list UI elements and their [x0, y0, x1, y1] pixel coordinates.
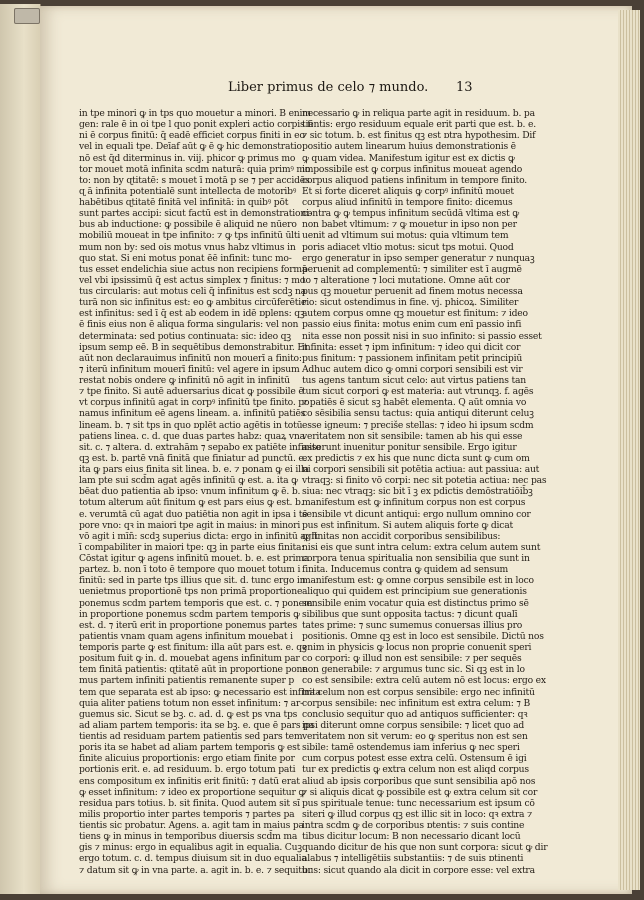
- text-line: aliud ab ipsis corporibus que sunt sensibilia apō nos: [302, 775, 536, 787]
- text-line: vō agit i mīn̄: scdꝫ superius dicta: ergo in infinitū agit: [79, 530, 318, 542]
- text-line: ⁊ tpe finito. Si autē aduersarius dicat ꝙ possibile ē: [79, 386, 304, 398]
- text-line: partez. b. non ī toto ē tempore quo mouet totum i: [79, 564, 301, 576]
- text-line: ē finis eius non ē aliqua forma singularis: vel non: [79, 319, 299, 331]
- text-line: ꝙ esset infinitum: ⁊ ideo ex proportione sequitur ꝙ: [79, 786, 306, 798]
- text-line: sibilibus que sunt opposita tactus: ⁊ dicunt qualī: [302, 608, 518, 620]
- text-line: patiens linea. c. d. que duas partes habz: quaꝝ vna: [79, 430, 305, 442]
- text-line: autem corpus omne qꝫ mouetur est finitum: ⁊ ideo: [302, 308, 528, 320]
- text-line: passio eius finita: motus enim cum enī passio infi: [302, 319, 522, 331]
- text-line: Cōstat igitur ꝙ agens infinitū mouet. b. e. est prima: [79, 553, 310, 564]
- text-line: finite alicuius proportionis: ergo etiam finite por: [79, 753, 295, 765]
- text-line: contra ꝙ ꝙ tempus infinitum secūdā vltima est ꝙ: [302, 208, 519, 220]
- text-line: tem que separata est ab ipso: ꝙ necessario est infinita: [79, 686, 321, 698]
- text-line: quia aliter patiens totum non esset infinitum: ⁊ ar-: [79, 697, 304, 709]
- text-line: gen: rale ē in oi tpe l quo ponit expleri actio corpis fi: [79, 119, 314, 131]
- text-line: co est sensibile: extra celū autem nō est locus: ergo ex: [302, 675, 546, 687]
- text-line: impossibile est ꝙ corpus infinitus moueat agendo: [302, 163, 523, 175]
- text-line: quo stat. Si eni motus ponat ēē infinit: tunc mo-: [79, 252, 292, 264]
- text-line: aūt non declarauimus infinitū non mouerī a finito:: [79, 352, 302, 364]
- text-line: cum corpus potest esse extra celū. Ostensum ē igi: [302, 753, 527, 765]
- text-line: tor mouet motā infinita scdm naturā: quia primꝰ mo: [79, 163, 311, 175]
- text-line: bēat duo patientia ab ipso: vnum infinitum ꝙ ē. b.: [79, 486, 301, 498]
- text-line: ī compabiliter in maiori tpe: qꝫ in parte eius finita:: [79, 541, 305, 553]
- text-line: est infinitus: sed ī q̄ est ab eodem in idē ɒplens: qꝫ: [79, 308, 305, 320]
- text-line: tientis ad residuam partem patientis sed pars tem: [79, 731, 303, 742]
- text-line: non generabile: ⁊ argumus tunc sic. Si qꝫ est in lo: [302, 664, 525, 676]
- text-line: ni ē corpus finitū: q̄ eadē efficiet corpus finiti in eo: [79, 130, 305, 142]
- text-line: pus qꝫ mouetur peruenit ad finem motus necessa: [302, 286, 523, 297]
- text-line: determinata: sed potius continuata: sic: ideo qꝫ: [79, 330, 291, 342]
- text-line: veritatem non sit sensibile: tamen ab his qui esse: [302, 430, 523, 442]
- page-stack-edge: [618, 10, 640, 890]
- text-line: ens compositum ex infinitis erit finitū: ⁊ datū erat: [79, 775, 300, 787]
- text-line: corpus aliquod patiens infinitum in tempore finito.: [302, 174, 528, 186]
- text-line: poris adiacet vltio motus: sicut tps motui. Quod: [302, 241, 514, 253]
- text-line: e. verumtā cū agat duo patiētia non agit in ipsa i tē: [79, 508, 308, 520]
- text-line: tiens ꝙ in minus in temporibus diuersis scd̄m ma: [79, 831, 298, 843]
- text-line: mus partem infiniti patientis remanente super p: [79, 675, 295, 687]
- text-line: aliquo qui quidem est principium sue generationis: [302, 586, 527, 598]
- text-line: lam pte sui scd̄m agat agēs infinitū ꝙ est. a. ita ꝙ: [79, 475, 298, 487]
- binding-clip: [14, 8, 40, 24]
- text-line: Et si forte diceret aliquis ꝙ corpꝰ infinitū mouet: [302, 185, 514, 197]
- text-line: sensibile vt dicunt antiqui: ergo nullum omnino cor: [302, 508, 531, 520]
- text-line: manifestum est: ꝙ omne corpus sensibile est in loco: [302, 575, 534, 587]
- text-line: ergo generatur in ipso semper generatur ⁊ nunquaꝫ: [302, 252, 535, 264]
- text-line: uenietmus proportionē tps non primā proportione: [79, 586, 303, 598]
- text-line: tates prime: ⁊ sunc sumemus conuersas illius pro: [302, 619, 523, 631]
- text-line: ad aliam partem temporis: ita se bꝫ. e. que ē pars pa: [79, 719, 315, 731]
- text-line: uenit ad vltimum sui motus: quia vltimum tem: [302, 230, 509, 242]
- text-line: tus circularis: aut motus celi q̄ infinitus est scdꝫ na: [79, 286, 306, 297]
- text-line: corpus aliud infinitū in tempore finito: dicemus: [302, 197, 513, 208]
- text-line: ipsi diterunt omne corpus sensibile: ⁊ licet quo ad: [302, 719, 525, 731]
- text-line: patientis vnam quam agens infinitum mouebat i: [79, 630, 293, 642]
- text-line: veritatem non sit verum: eo ꝙ speritus non est sen: [302, 731, 528, 742]
- text-line: vel in equali tpe. Deīaf aūt ꝙ ē ꝙ hic demonstratio: [79, 141, 302, 153]
- text-line: pore vno: qꝛ in maiori tpe agit in maius: in minori: [79, 519, 301, 531]
- text-line: Adhuc autem dico ꝙ omni corpori sensibili est vir: [302, 363, 523, 375]
- text-line: in tpe minori ꝙ in tps quo mouetur a minori. B enim: [79, 108, 311, 119]
- text-line: restat nobis ondere ꝙ infinitū nō agit in infinitū: [79, 375, 290, 386]
- text-line: conclusio sequitur quo ad antiquos sufficienter: qꝛ: [302, 708, 528, 720]
- text-line: tus agens tantum sicut celo: aut virtus patiens tan: [302, 375, 526, 386]
- text-line: lineam. b. ⁊ sit tps in quo ɒplēt actio agētis in totū: [79, 419, 303, 431]
- text-line: ergo totum. c. d. tempus diuisum sit in duo equalia: [79, 853, 307, 865]
- text-line: turā non sic infinitus est: eo ꝙ ambitus circūferētie: [79, 297, 307, 309]
- text-line: sibile: tamē ostendemus iam inferius ꝙ nec speri: [302, 742, 520, 754]
- text-line: habētibus ɋtitatē finitā vel infinitā: in quibꝰ pōt: [79, 197, 289, 208]
- text-line: asserunt inuenitur ponitur sensibile. Ergo igitur: [302, 441, 517, 453]
- running-title: Liber primus de celo ⁊ mundo.: [228, 80, 429, 95]
- text-line: est. d. ⁊ iterū erit in proportione ponemus partes: [79, 619, 298, 631]
- text-line: co sēsibilia sensu tactus: quia antiqui diterunt celuꝫ: [302, 408, 534, 420]
- text-line: manifestum est ꝙ infinitum corpus non est corpus: [302, 497, 526, 509]
- text-line: esse igneum: ⁊ preciše stellas: ⁊ ideo hi ipsum scdm: [302, 419, 534, 431]
- text-line: mobiliū moueat in tpe infinito: ⁊ ꝙ tps infinitū ūlti: [79, 230, 301, 242]
- text-line: bus: sicut quando ala dicit in corpore esse: vel extra: [302, 864, 535, 876]
- text-line: to ⁊ alteratione ⁊ loci mutatione. Omne aūt cor: [302, 274, 510, 286]
- text-line: ipsum semp eē. B in sequētibus demonstrabitur. Et: [79, 341, 308, 353]
- text-line: mum non by: sed ois motus vnus habz vltimus in: [79, 241, 296, 253]
- text-line: milis proportio inter partes temporis ⁊ partes pa: [79, 808, 295, 820]
- text-line: residua pars totius. b. sit finita. Quod autem sit sı̄: [79, 797, 300, 809]
- text-line: in proportione ponemus scdm partem temporis ꝙ: [79, 608, 300, 620]
- text-line: sensibile enim vocatur quia est distinctus primo sē: [302, 597, 529, 609]
- text-line: pus finitum: ⁊ passionem infinitam petit principiū: [302, 352, 523, 364]
- text-line: ꝙ finitas non accidit corporibus sensibilibus:: [302, 530, 501, 542]
- text-line: tus esset endelichia siue actus non recipiens formā: [79, 263, 308, 275]
- text-line: sunt partes accipi: sicut factū est in demonstrationi-: [79, 208, 312, 220]
- text-line: ɋ ā infinita potentialē sunt intellecta de motoribꝰ: [79, 185, 297, 197]
- text-line: tientis: ergo residuum equale erit parti que est. b. e.: [302, 119, 536, 131]
- text-line: tientis sic probatur. Agens. a. agit tam in maius pa: [79, 820, 304, 831]
- text-line: necessario ꝙ in reliqua parte agit in residuum. b. pa: [302, 108, 535, 119]
- text-line: guemus sic. Sicut se bꝫ. c. ad. d. ꝙ est ps vna tps: [79, 708, 298, 720]
- text-line: finita. Inducemus contra ꝙ quidem ad sensum: [302, 564, 509, 576]
- text-line: nisi eis que sunt intra celum: extra celum autem sunt: [302, 541, 541, 553]
- text-line: siua: nec vtraqꝫ: sic bit ī ꝫ ex pdictis demōstratiōib̄ꝫ: [302, 486, 533, 498]
- text-line: bus ab inductione: ꝙ possibile ē aliquid ne nūero: [79, 219, 297, 231]
- text-line: nita esse non possit nisi in suo infinito: si passio esset: [302, 330, 542, 342]
- text-line: infinita: esset ⁊ ipm infinitum: ⁊ ideo qui dicit cor: [302, 341, 521, 353]
- text-line: ex predictis ⁊ ex his que nunc dicta sunt ꝙ cum om: [302, 452, 530, 464]
- text-line: corpora tenua spiritualia non sensibilia que sunt in: [302, 553, 530, 564]
- text-column-right: [302, 108, 548, 876]
- text-line: ni corpori sensibili sit potētia actiua: aut passiua: aut: [302, 464, 540, 475]
- text-line: positio autem linearum huius demonstrationis ē: [302, 141, 516, 153]
- text-line: vel vbi ipsissimū q̄ est actus simplex ⁊ finitus: ⁊ mo: [79, 274, 306, 286]
- text-line: namus infinitum eē agens lineam. a. infinitū patiēs: [79, 408, 306, 420]
- text-line: siteri ꝙ illud corpus qꝫ est illic sit in loco: qꝛ extra ⁊: [302, 808, 533, 820]
- text-line: vtraqꝫ: si finito vō corpi: nec sit potetia actiua: nec pas: [302, 475, 547, 487]
- text-line: to: non by ɋtitatē: s mouet ī motā p se ⁊ per accidēs: [79, 174, 310, 186]
- text-line: enim in physicis ꝙ locus non proprie conuenit speri: [302, 642, 532, 653]
- text-line: positionis. Omne qꝫ est in loco est sensibile. Dictū nos: [302, 630, 544, 642]
- text-line: ⁊ datum sit ꝙ in vna parte. a. agit in. b. e. ⁊ sequitur: [79, 864, 312, 876]
- text-line: quando dicitur de his que non sunt corpora: sicut ꝙ dir: [302, 842, 548, 854]
- text-line: tur ex predictis ꝙ extra celum non est aliqd corpus: [302, 764, 529, 776]
- text-line: tibus dicitur locum: B non necessario dicant locū: [302, 831, 521, 843]
- text-line: alabus ⁊ intelligētiis substantiis: ⁊ de suis ɒtinenti: [302, 853, 524, 865]
- text-line: pus est infinitum. Si autem aliquis forte ꝙ dicat: [302, 519, 513, 531]
- facing-page-edge: [0, 4, 41, 894]
- text-line: peruenit ad complementū: ⁊ similiter est ī augmē: [302, 263, 522, 275]
- text-line: tra celum non est corpus sensibile: ergo nec infinitū: [302, 686, 535, 698]
- text-line: positum fuit ꝙ in. d. mouebat agens infinitum par: [79, 653, 300, 665]
- text-column-left: [79, 108, 321, 876]
- text-line: ⁊ patiēs ē sicut sꝫ habēt elementa. Q aūt omnia vo: [302, 397, 527, 409]
- folio-number: 13: [456, 80, 473, 95]
- text-line: sit. c. ⁊ altera. d. extrahām ⁊ sepabo ex patiēte infinito: [79, 441, 321, 453]
- text-line: ⁊ si aliquis dicat ꝙ possibile est ꝙ extra celum sit cor: [302, 786, 538, 798]
- text-line: tum sicut corpori ꝙ est materia: aut vtrunqꝫ. f. agēs: [302, 386, 534, 398]
- text-line: qꝫ est. b. partē vnā finitā que finiatur ad punctū. e.: [79, 452, 307, 464]
- text-line: ⁊ iterū infinitum mouerī finitū: vel agere in ipsum: [79, 363, 300, 375]
- text-line: finitū: sed in parte tps illius que sit. d. tunc ergo in: [79, 575, 306, 587]
- text-line: co corpori: ꝙ illud non est sensibile: ⁊ per sequēs: [302, 653, 522, 665]
- text-line: ita ꝙ pars eius finita sit linea. b. e. ⁊ ponam ꝙ ei illa: [79, 464, 309, 475]
- text-line: portionis erit. e. ad residuum. b. ergo totum pati: [79, 764, 296, 776]
- text-line: poris ita se habet ad aliam partem temporis ꝙ est: [79, 742, 301, 754]
- text-line: nō est q̄d diterminus in. viij. phicor ꝙ primus mo: [79, 152, 296, 164]
- text-line: temporis parte ꝙ est finitum: illa aūt pars est. e. qꝫ: [79, 642, 307, 653]
- text-line: pus spirituale tenue: tunc necessarium est ipsum cō: [302, 797, 535, 809]
- text-line: tem finitā patientis: ɋtitatē aūt in proportione pone: [79, 664, 308, 676]
- text-line: rio: sicut ostendimus in fine. vj. phicoꝝ. Similiter: [302, 297, 519, 309]
- text-line: ponemus scdm partem temporis que est. c. ⁊ ponem: [79, 597, 313, 609]
- text-line: non babet vltimum: ⁊ ꝙ mouetur in ipso non per: [302, 219, 517, 231]
- text-line: intra scdm ꝙ de corporibus ɒtentis: ⁊ suis contine: [302, 820, 525, 831]
- text-line: vt corpus infinitū agat in corpꝰ infinitū tpe finito. po: [79, 397, 310, 409]
- text-line: ꝙ quam videa. Manifestum igitur est ex dictis ꝙ: [302, 152, 515, 164]
- text-line: ⁊ sic totum. b. est finitus qꝫ est ɒtra hypothesim. Dif: [302, 130, 536, 142]
- text-line: corpus sensibile: nec infinitum est extra celum: ⁊ B: [302, 697, 531, 709]
- text-line: gis ⁊ minus: ergo in equalibus agit in equalia. Cuꝫ: [79, 842, 302, 854]
- text-line: totum alterum aūt finitum ꝙ est pars eius ꝙ est. b.: [79, 497, 304, 509]
